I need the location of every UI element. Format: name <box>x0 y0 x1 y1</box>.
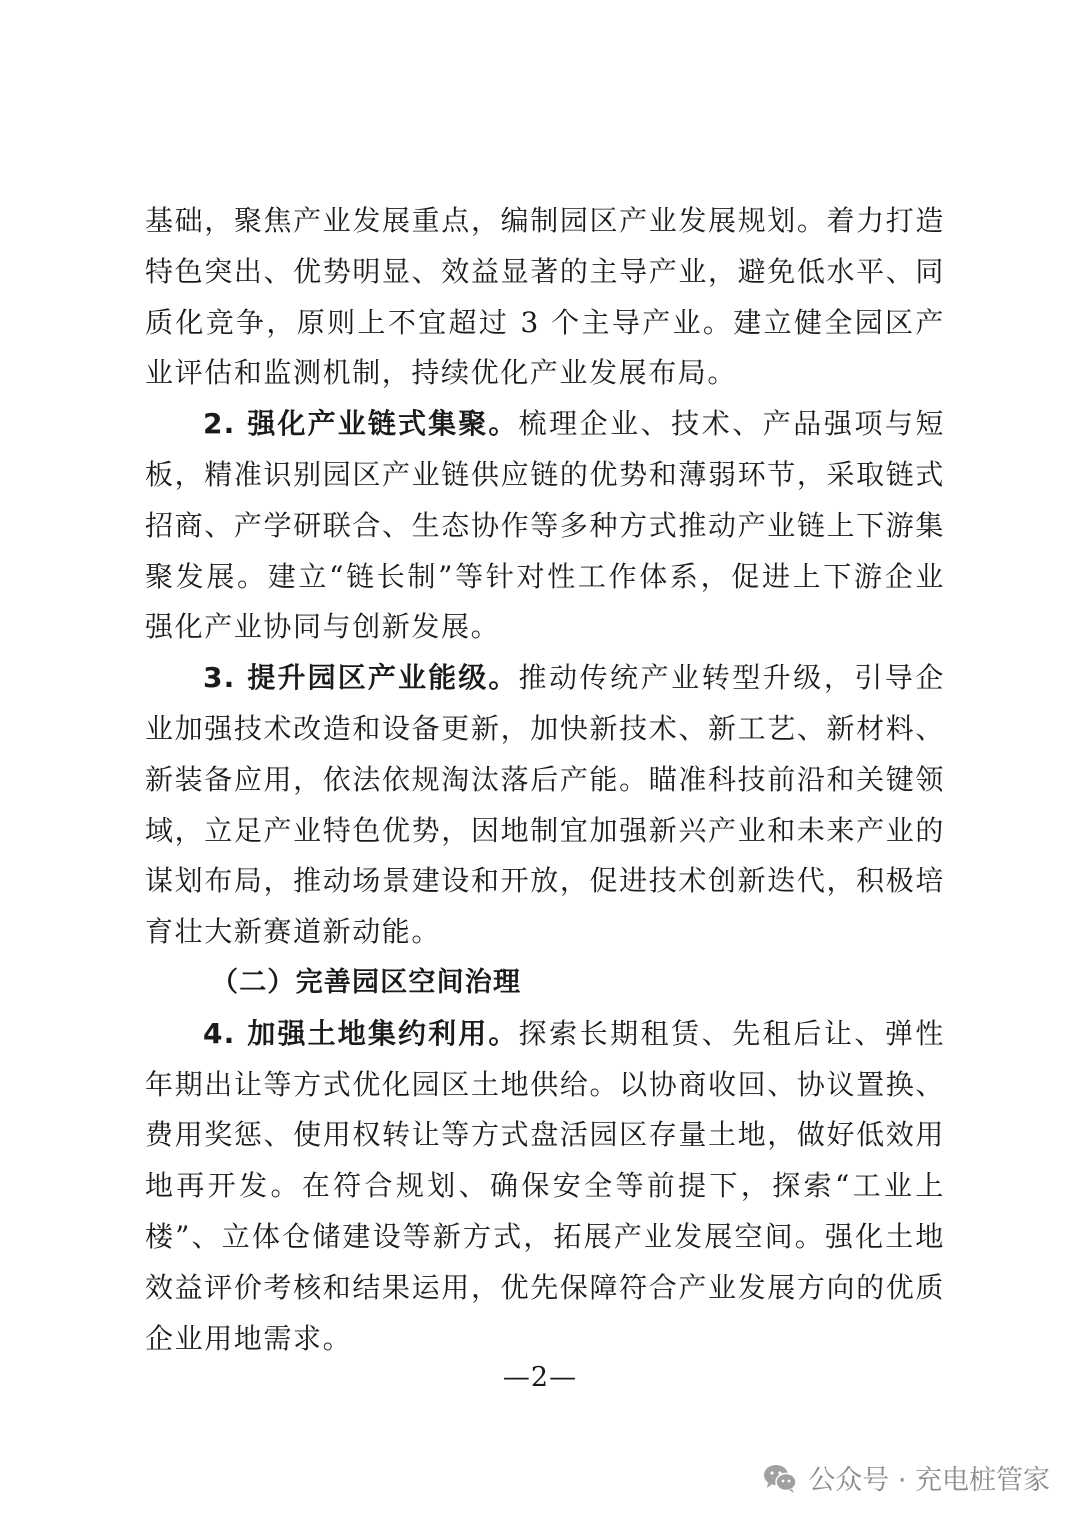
document-body <box>145 196 945 1364</box>
page-number: —2— <box>502 1362 578 1393</box>
paragraph-3-text: 推动传统产业转型升级，引导企业加强技术改造和设备更新，加快新技术、新工艺、新材料、新装备应用，依法依规淘汰落后产能。瞄准科技前沿和关键领域，立足产业特色优势，因地制宜加强新兴产业和未来产业的谋划布局，推动场景建设和开放，促进技术创新迭代，积极培育壮大新赛道新动能。 <box>145 661 945 949</box>
section-heading: （二）完善园区空间治理 <box>211 966 522 998</box>
paragraph-1 <box>145 196 945 399</box>
paragraph-3 <box>145 653 945 958</box>
paragraph-1-text: 基础，聚焦产业发展重点，编制园区产业发展规划。着力打造特色突出、优势明显、效益显著的主导产业，避免低水平、同质化竞争，原则上不宜超过 3 个主导产业。建立健全园区产业评估和监测机制，持续优化产业发展布局。 <box>145 204 945 390</box>
paragraph-3-lead: 3. 提升园区产业能级。 <box>203 661 519 695</box>
watermark <box>762 1458 1050 1497</box>
paragraph-4-text: 探索长期租赁、先租后让、弹性年期出让等方式优化园区土地供给。以协商收回、协议置换、费用奖惩、使用权转让等方式盘活园区存量土地，做好低效用地再开发。在符合规划、确保安全等前提下，探索“工业上楼”、立体仓储建设等新方式，拓展产业发展空间。强化土地效益评价考核和结果运用，优先保障符合产业发展方向的优质企业用地需求。 <box>145 1016 945 1355</box>
paragraph-2-text: 梳理企业、技术、产品强项与短板，精准识别园区产业链供应链的优势和薄弱环节，采取链式招商、产学研联合、生态协作等多种方式推动产业链上下游集聚发展。建立“链长制”等针对性工作体系，促进上下游企业强化产业协同与创新发展。 <box>145 407 945 644</box>
paragraph-4-lead: 4. 加强土地集约利用。 <box>203 1016 519 1050</box>
wechat-icon <box>762 1462 798 1494</box>
paragraph-4 <box>145 1009 945 1365</box>
paragraph-2-lead: 2. 强化产业链式集聚。 <box>203 407 519 441</box>
paragraph-2 <box>145 399 945 653</box>
watermark-text: 公众号 · 充电桩管家 <box>808 1465 1050 1496</box>
